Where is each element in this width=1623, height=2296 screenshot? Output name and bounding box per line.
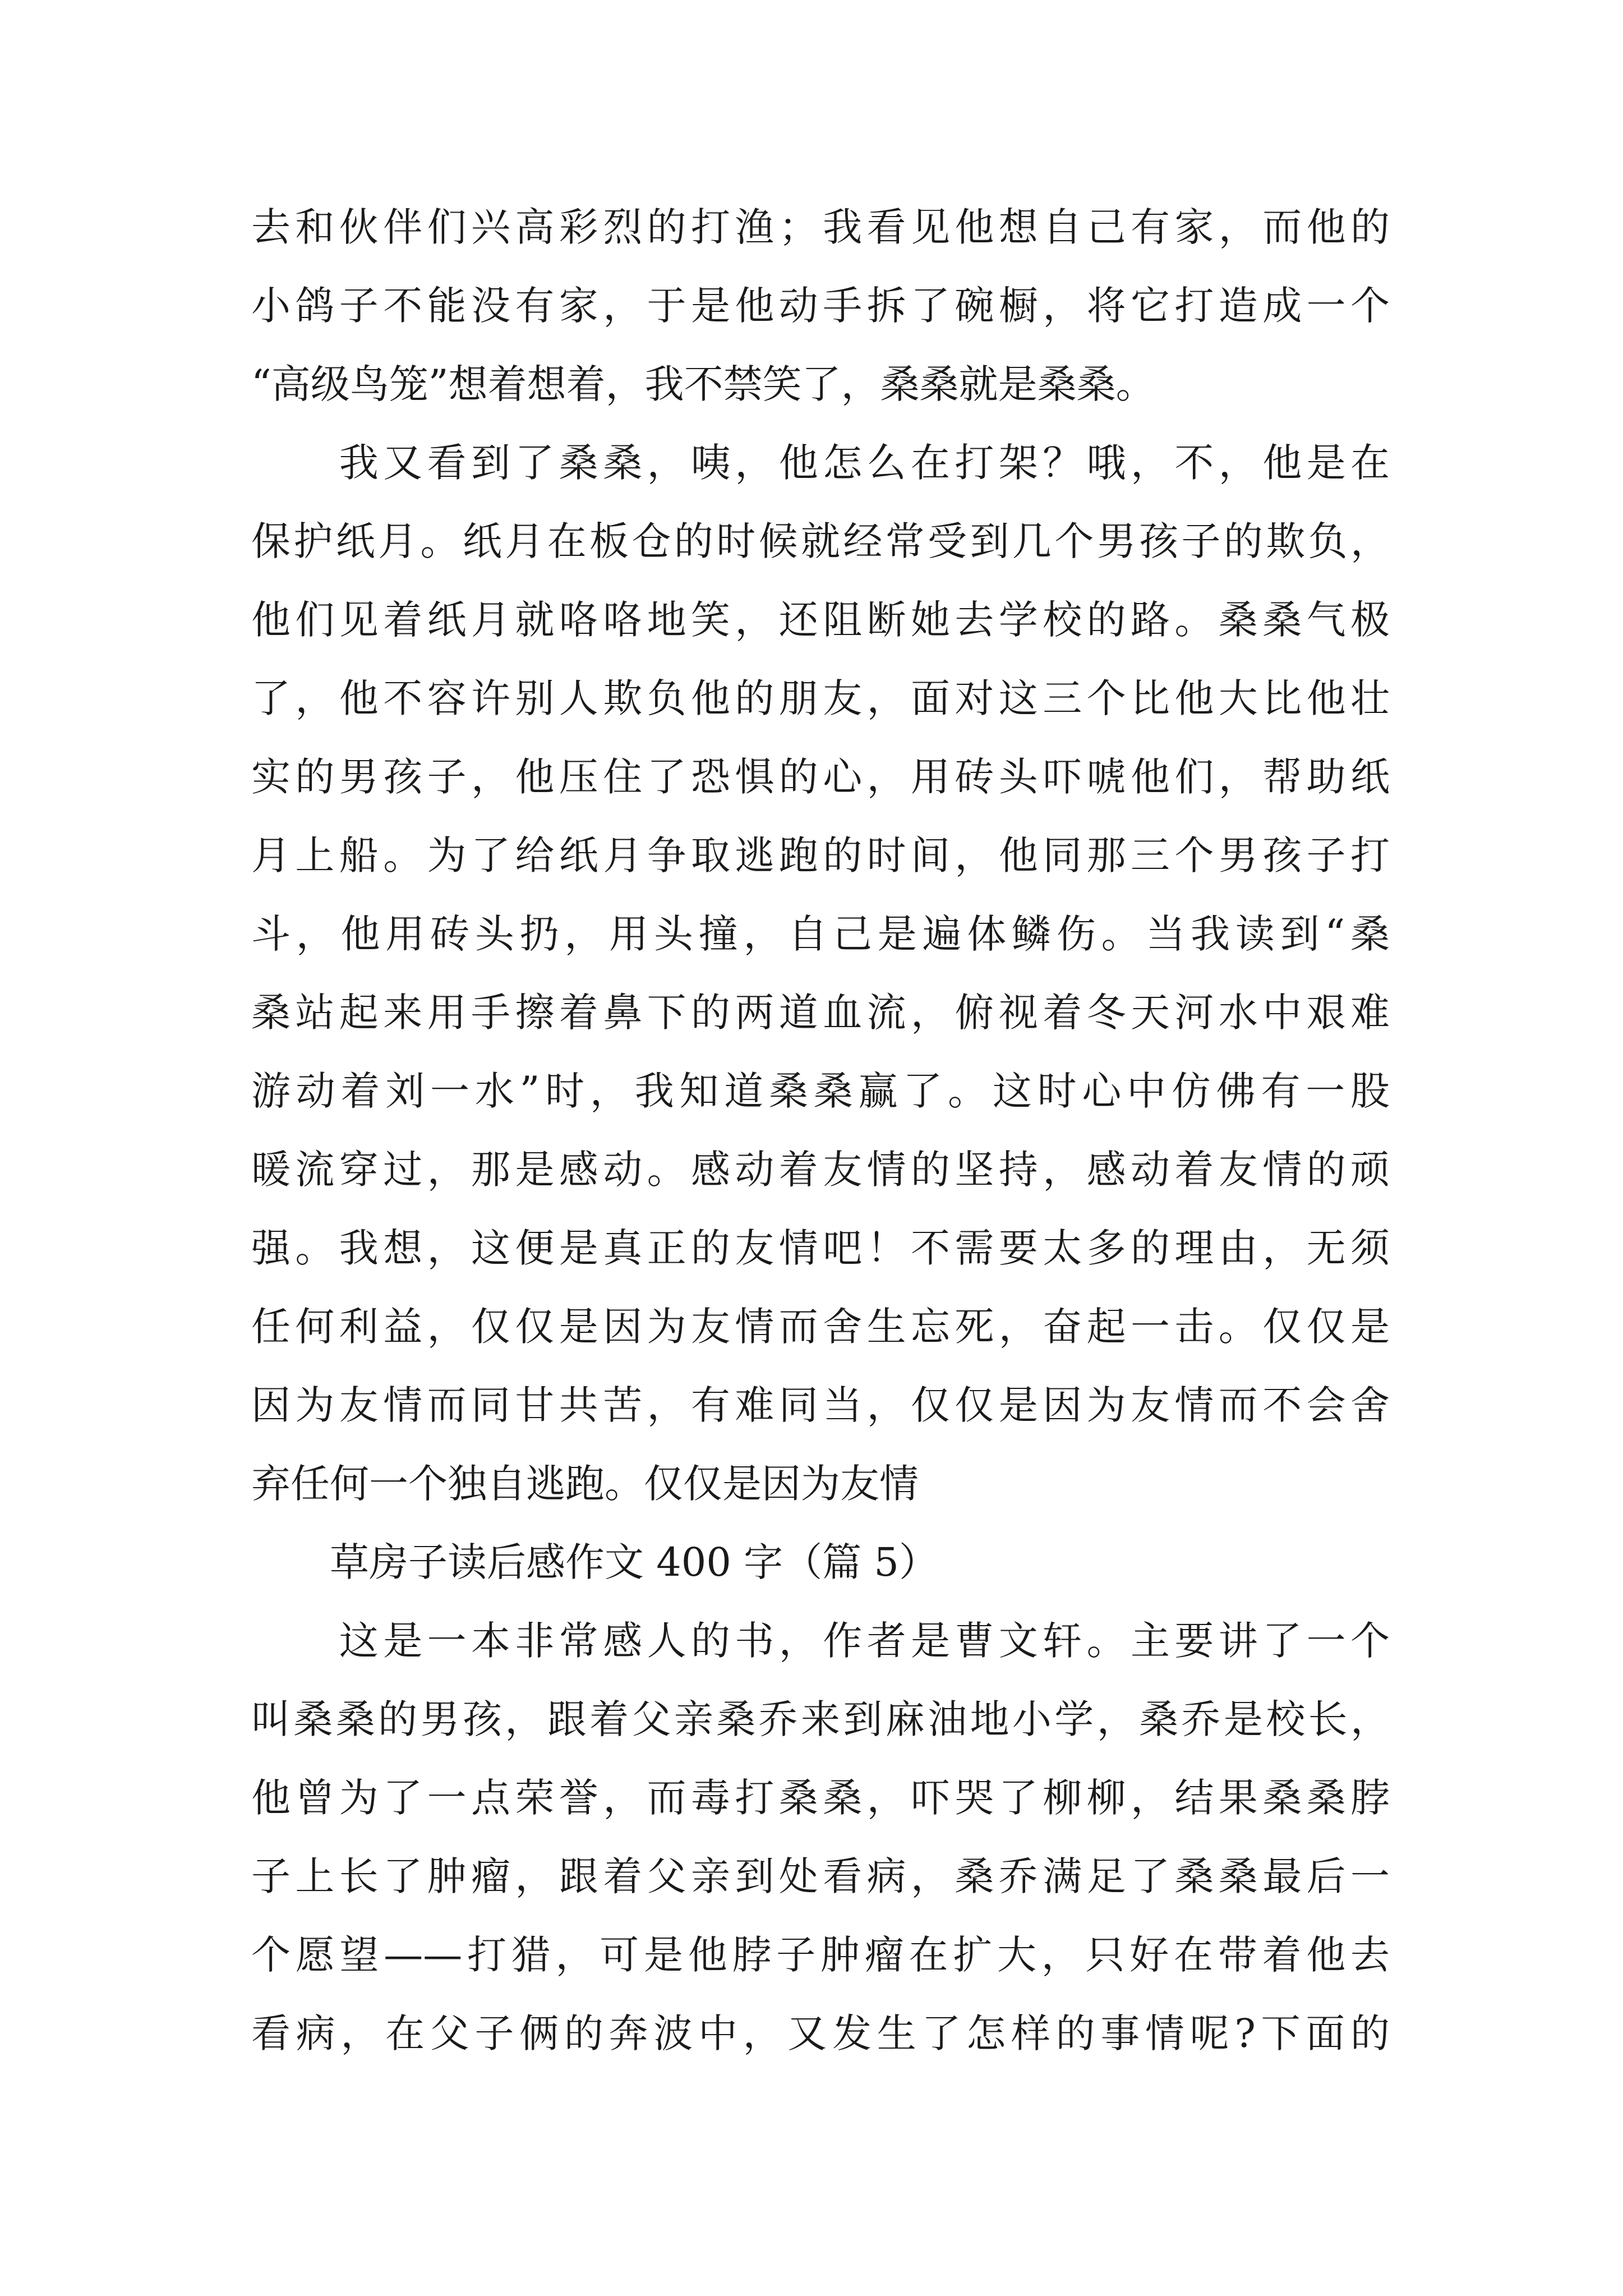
text-line: 任何利益，仅仅是因为友情而舍生忘死，奋起一击。仅仅是 <box>251 1304 1390 1350</box>
text-line: 他曾为了一点荣誉，而毒打桑桑，吓哭了柳柳，结果桑桑脖 <box>251 1775 1390 1821</box>
text-line: 斗，他用砖头扔，用头撞，自己是遍体鳞伤。当我读到“桑 <box>251 911 1390 957</box>
text-line: 小鸽子不能没有家，于是他动手拆了碗橱，将它打造成一个 <box>251 283 1390 329</box>
text-line: 个愿望——打猎，可是他脖子肿瘤在扩大，只好在带着他去 <box>251 1932 1390 1978</box>
text-line: 月上船。为了给纸月争取逃跑的时间，他同那三个男孩子打 <box>251 832 1390 878</box>
section-heading: 草房子读后感作文 400 字（篇 5） <box>251 1539 938 1585</box>
text-line: 强。我想，这便是真正的友情吧！不需要太多的理由，无须 <box>251 1225 1390 1271</box>
text-line: 去和伙伴们兴高彩烈的打渔；我看见他想自己有家，而他的 <box>251 204 1390 250</box>
text-line: 这是一本非常感人的书，作者是曹文轩。主要讲了一个 <box>251 1618 1390 1664</box>
text-line: 暖流穿过，那是感动。感动着友情的坚持，感动着友情的顽 <box>251 1147 1390 1193</box>
text-line: 因为友情而同甘共苦，有难同当，仅仅是因为友情而不会舍 <box>251 1382 1390 1428</box>
document-body <box>251 188 1390 2073</box>
text-line: 桑站起来用手擦着鼻下的两道血流，俯视着冬天河水中艰难 <box>251 990 1390 1036</box>
text-line: 了，他不容许别人欺负他的朋友，面对这三个比他大比他壮 <box>251 675 1390 721</box>
text-line: 保护纸月。纸月在板仓的时候就经常受到几个男孩子的欺负， <box>251 518 1390 564</box>
text-line: 实的男孩子，他压住了恐惧的心，用砖头吓唬他们，帮助纸 <box>251 754 1390 800</box>
text-line: 看病，在父子俩的奔波中，又发生了怎样的事情呢?下面的 <box>251 2010 1390 2056</box>
text-line: 弃任何一个独自逃跑。仅仅是因为友情 <box>251 1461 919 1507</box>
text-line: 叫桑桑的男孩，跟着父亲桑乔来到麻油地小学，桑乔是校长， <box>251 1696 1390 1742</box>
text-line: 游动着刘一水”时，我知道桑桑赢了。这时心中仿佛有一股 <box>251 1068 1390 1114</box>
text-line: 他们见着纸月就咯咯地笑，还阻断她去学校的路。桑桑气极 <box>251 597 1390 643</box>
text-line: 我又看到了桑桑，咦，他怎么在打架？哦，不，他是在 <box>251 440 1390 486</box>
text-line: “高级鸟笼”想着想着，我不禁笑了，桑桑就是桑桑。 <box>251 361 1155 407</box>
text-line: 子上长了肿瘤，跟着父亲到处看病，桑乔满足了桑桑最后一 <box>251 1853 1390 1899</box>
